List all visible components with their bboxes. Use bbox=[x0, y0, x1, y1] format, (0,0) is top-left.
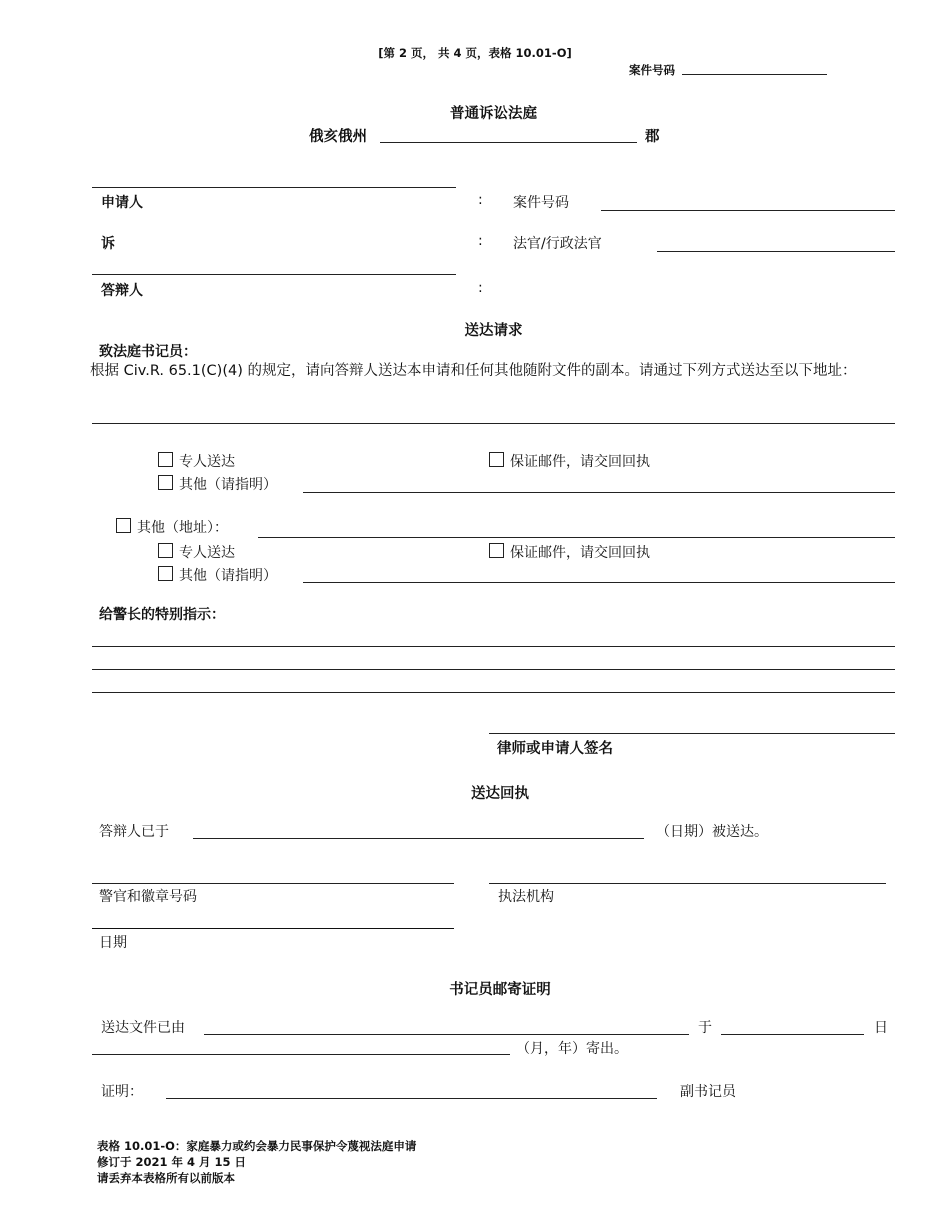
caption-case-number-field[interactable] bbox=[601, 210, 895, 211]
personal-service-label-2: 专人送达 bbox=[179, 545, 235, 561]
county-field[interactable] bbox=[380, 142, 637, 143]
served-date-field[interactable] bbox=[193, 838, 644, 839]
served-prefix: 答辩人已于 bbox=[99, 824, 169, 840]
mailed-by-field[interactable] bbox=[204, 1034, 689, 1035]
caption-colon-1: : bbox=[478, 192, 483, 208]
petitioner-field[interactable] bbox=[92, 187, 456, 188]
footer-revision: 修订于 2021 年 4 月 15 日 bbox=[97, 1155, 247, 1169]
address-field[interactable] bbox=[92, 423, 895, 424]
mailed-prefix: 送达文件已由 bbox=[101, 1020, 185, 1036]
agency-field[interactable] bbox=[489, 883, 886, 884]
respondent-label: 答辩人 bbox=[101, 283, 143, 299]
other-address-checkbox[interactable] bbox=[116, 518, 131, 533]
other-address-field[interactable] bbox=[258, 537, 895, 538]
header-case-number-field[interactable] bbox=[682, 74, 827, 75]
mailed-month-year-field[interactable] bbox=[92, 1054, 510, 1055]
personal-service-checkbox-1[interactable] bbox=[158, 452, 173, 467]
caption-colon-2: : bbox=[478, 233, 483, 249]
sheriff-instructions-line-1[interactable] bbox=[92, 646, 895, 647]
certify-label: 证明： bbox=[101, 1084, 143, 1100]
caption-colon-3: : bbox=[478, 280, 483, 296]
other-specify-checkbox-2[interactable] bbox=[158, 566, 173, 581]
deputy-clerk-label: 副书记员 bbox=[680, 1084, 736, 1100]
service-request-title: 送达请求 bbox=[464, 323, 523, 339]
footer-form-title: 表格 10.01-O：家庭暴力或约会暴力民事保护令蔑视法庭申请 bbox=[97, 1139, 417, 1153]
state-label: 俄亥俄州 bbox=[309, 129, 367, 145]
clerk-certificate-title: 书记员邮寄证明 bbox=[449, 982, 551, 998]
mailed-day-label: 日 bbox=[874, 1020, 888, 1036]
signature-label: 律师或申请人签名 bbox=[497, 741, 613, 757]
mailed-month-year-label: （月，年）寄出。 bbox=[516, 1041, 628, 1057]
sheriff-instructions-line-2[interactable] bbox=[92, 669, 895, 670]
court-title: 普通诉讼法庭 bbox=[450, 106, 537, 122]
petitioner-label: 申请人 bbox=[101, 195, 143, 211]
personal-service-label-1: 专人送达 bbox=[179, 454, 235, 470]
signature-field[interactable] bbox=[489, 733, 895, 734]
agency-label: 执法机构 bbox=[498, 889, 554, 905]
certified-mail-label-1: 保证邮件，请交回回执 bbox=[510, 454, 650, 470]
certified-mail-label-2: 保证邮件，请交回回执 bbox=[510, 545, 650, 561]
county-suffix: 郡 bbox=[645, 129, 660, 145]
other-specify-label-2: 其他（请指明） bbox=[179, 568, 277, 584]
judge-field[interactable] bbox=[657, 251, 895, 252]
sheriff-instructions-label: 给警长的特别指示： bbox=[99, 607, 225, 623]
served-suffix: （日期）被送达。 bbox=[656, 824, 768, 840]
certify-field[interactable] bbox=[166, 1098, 657, 1099]
other-address-label: 其他（地址）： bbox=[137, 520, 228, 536]
to-clerk-label: 致法庭书记员： bbox=[99, 344, 197, 360]
certified-mail-checkbox-2[interactable] bbox=[489, 543, 504, 558]
officer-label: 警官和徽章号码 bbox=[99, 889, 197, 905]
sheriff-instructions-line-3[interactable] bbox=[92, 692, 895, 693]
mailed-on-label: 于 bbox=[698, 1020, 712, 1036]
other-specify-field-1[interactable] bbox=[303, 492, 895, 493]
page-info: [第 2 页， 共 4 页，表格 10.01-O] bbox=[378, 46, 572, 60]
return-date-field[interactable] bbox=[92, 928, 454, 929]
versus-label: 诉 bbox=[101, 236, 115, 252]
other-specify-checkbox-1[interactable] bbox=[158, 475, 173, 490]
return-date-label: 日期 bbox=[99, 935, 127, 951]
return-of-service-title: 送达回执 bbox=[471, 786, 529, 802]
service-request-body: 根据 Civ.R. 65.1(C)(4) 的规定，请向答辩人送达本申请和任何其他随附文件的副本。请通过下列方式送达至以下地址： bbox=[90, 363, 857, 379]
respondent-field[interactable] bbox=[92, 274, 456, 275]
certified-mail-checkbox-1[interactable] bbox=[489, 452, 504, 467]
personal-service-checkbox-2[interactable] bbox=[158, 543, 173, 558]
other-specify-label-1: 其他（请指明） bbox=[179, 477, 277, 493]
header-case-number-label: 案件号码 bbox=[629, 63, 675, 77]
caption-case-number-label: 案件号码 bbox=[513, 195, 569, 211]
mailed-day-field[interactable] bbox=[721, 1034, 864, 1035]
judge-label: 法官/行政法官 bbox=[513, 236, 602, 252]
other-specify-field-2[interactable] bbox=[303, 582, 895, 583]
officer-field[interactable] bbox=[92, 883, 454, 884]
footer-discard-note: 请丢弃本表格所有以前版本 bbox=[97, 1171, 235, 1185]
